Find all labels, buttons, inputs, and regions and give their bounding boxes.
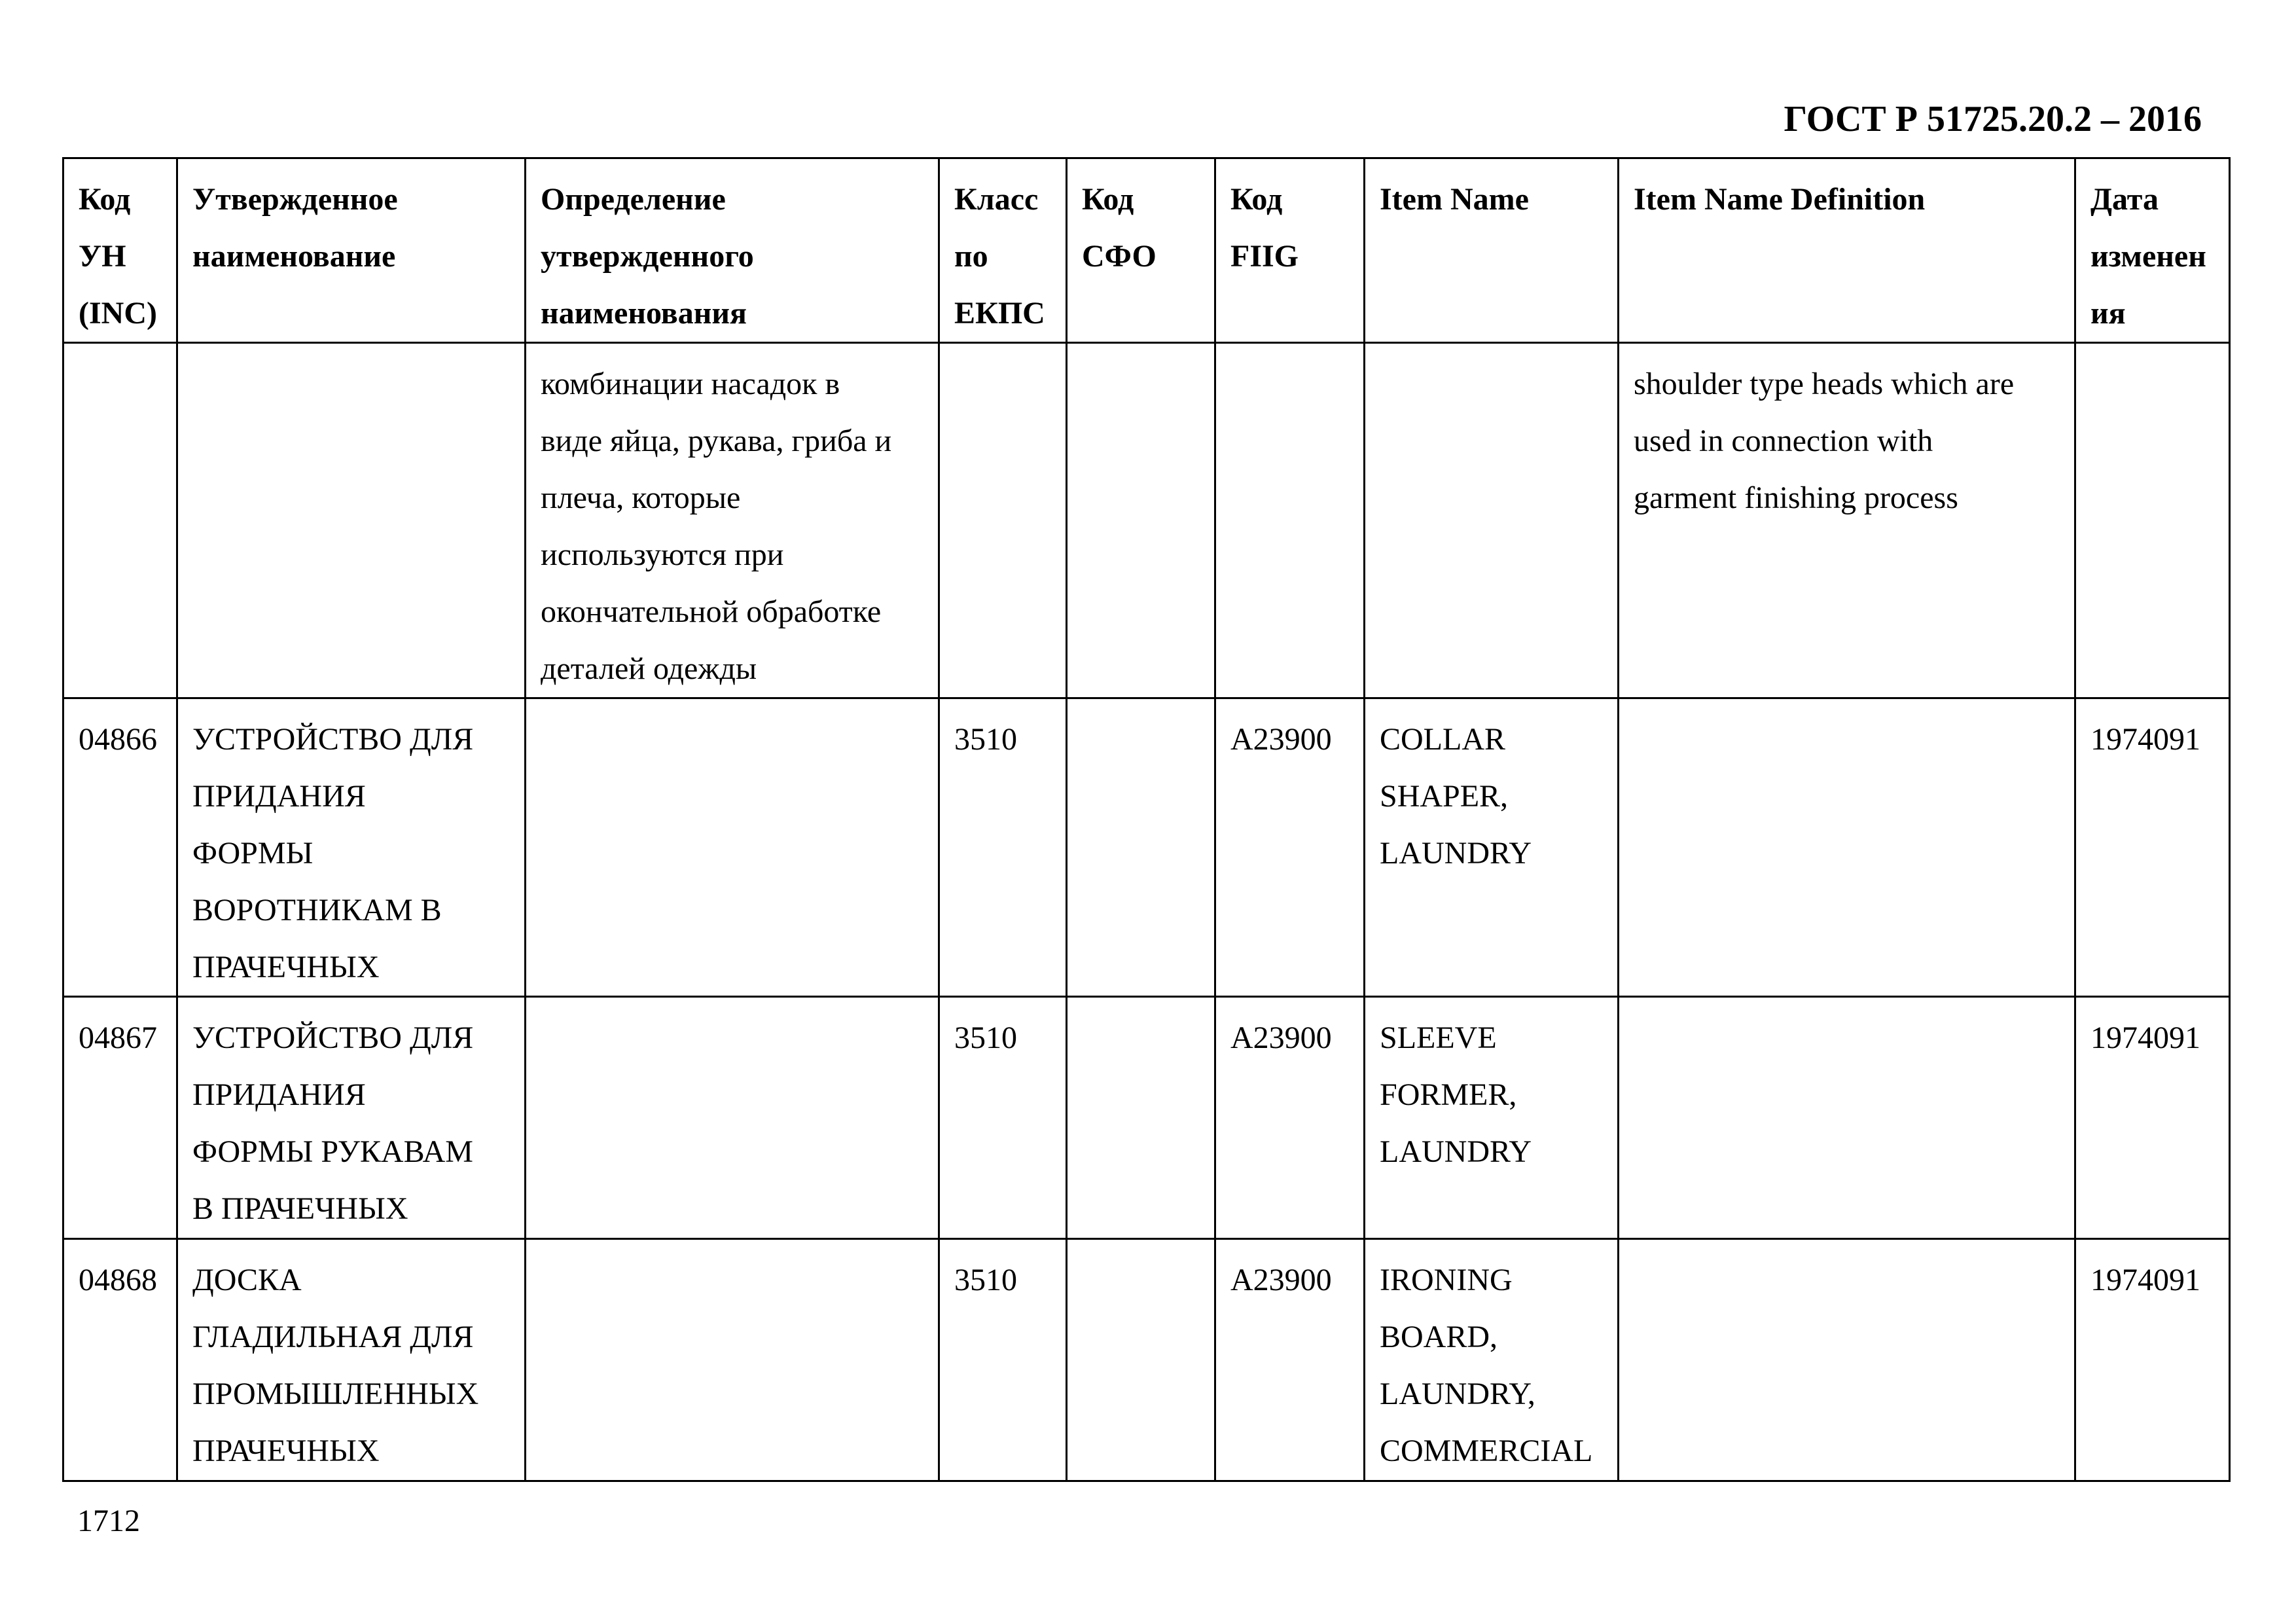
cell-item-name — [1365, 343, 1619, 698]
cell-inc: 04867 — [63, 997, 177, 1239]
cell-item-name: IRONING BOARD, LAUNDRY, COMMERCIAL — [1365, 1239, 1619, 1481]
cell-fiig — [1215, 343, 1365, 698]
table-row — [63, 997, 2230, 1239]
table-header-row — [63, 158, 2230, 343]
cell-item-name: SLEEVE FORMER, LAUNDRY — [1365, 997, 1619, 1239]
cell-class — [939, 343, 1067, 698]
cell-name-definition — [526, 698, 939, 997]
cell-sfo — [1067, 997, 1215, 1239]
cell-class: 3510 — [939, 698, 1067, 997]
cell-sfo — [1067, 1239, 1215, 1481]
cell-fiig: A23900 — [1215, 698, 1365, 997]
cell-approved-name: ДОСКА ГЛАДИЛЬНАЯ ДЛЯ ПРОМЫШЛЕННЫХ ПРАЧЕЧНЫХ — [177, 1239, 526, 1481]
cell-approved-name: УСТРОЙСТВО ДЛЯ ПРИДАНИЯ ФОРМЫ РУКАВАМ В ПРАЧЕЧНЫХ — [177, 997, 526, 1239]
document-standard-header: ГОСТ Р 51725.20.2 – 2016 — [1784, 99, 2202, 139]
column-header-item-name-definition: Item Name Definition — [1619, 158, 2075, 343]
cell-name-definition — [526, 1239, 939, 1481]
cell-change-date — [2075, 343, 2230, 698]
cell-inc — [63, 343, 177, 698]
cell-name-definition: комбинации насадок в виде яйца, рукава, гриба и плеча, которые используются при окончательной обработке деталей одежды — [526, 343, 939, 698]
column-header-name-definition: Определение утвержденного наименования — [526, 158, 939, 343]
cell-class: 3510 — [939, 997, 1067, 1239]
cell-class: 3510 — [939, 1239, 1067, 1481]
cell-fiig: A23900 — [1215, 1239, 1365, 1481]
cell-change-date: 1974091 — [2075, 698, 2230, 997]
cell-item-name-definition — [1619, 997, 2075, 1239]
cell-change-date: 1974091 — [2075, 997, 2230, 1239]
cell-fiig: A23900 — [1215, 997, 1365, 1239]
column-header-change-date: Дата изменен ия — [2075, 158, 2230, 343]
column-header-approved-name: Утвержденное наименование — [177, 158, 526, 343]
cell-item-name-definition: shoulder type heads which are used in connection with garment finishing process — [1619, 343, 2075, 698]
column-header-sfo: Код СФО — [1067, 158, 1215, 343]
cell-sfo — [1067, 343, 1215, 698]
column-header-inc: Код УН (INC) — [63, 158, 177, 343]
column-header-class: Класс по ЕКПС — [939, 158, 1067, 343]
cell-name-definition — [526, 997, 939, 1239]
cell-sfo — [1067, 698, 1215, 997]
table-row — [63, 698, 2230, 997]
cell-item-name: COLLAR SHAPER, LAUNDRY — [1365, 698, 1619, 997]
table-row — [63, 343, 2230, 698]
column-header-fiig: Код FIIG — [1215, 158, 1365, 343]
catalog-table — [62, 157, 2231, 1482]
table-row — [63, 1239, 2230, 1481]
cell-approved-name — [177, 343, 526, 698]
column-header-item-name: Item Name — [1365, 158, 1619, 343]
page-number: 1712 — [77, 1504, 140, 1538]
cell-inc: 04866 — [63, 698, 177, 997]
cell-item-name-definition — [1619, 698, 2075, 997]
cell-item-name-definition — [1619, 1239, 2075, 1481]
cell-inc: 04868 — [63, 1239, 177, 1481]
cell-approved-name: УСТРОЙСТВО ДЛЯ ПРИДАНИЯ ФОРМЫ ВОРОТНИКАМ В ПРАЧЕЧНЫХ — [177, 698, 526, 997]
cell-change-date: 1974091 — [2075, 1239, 2230, 1481]
